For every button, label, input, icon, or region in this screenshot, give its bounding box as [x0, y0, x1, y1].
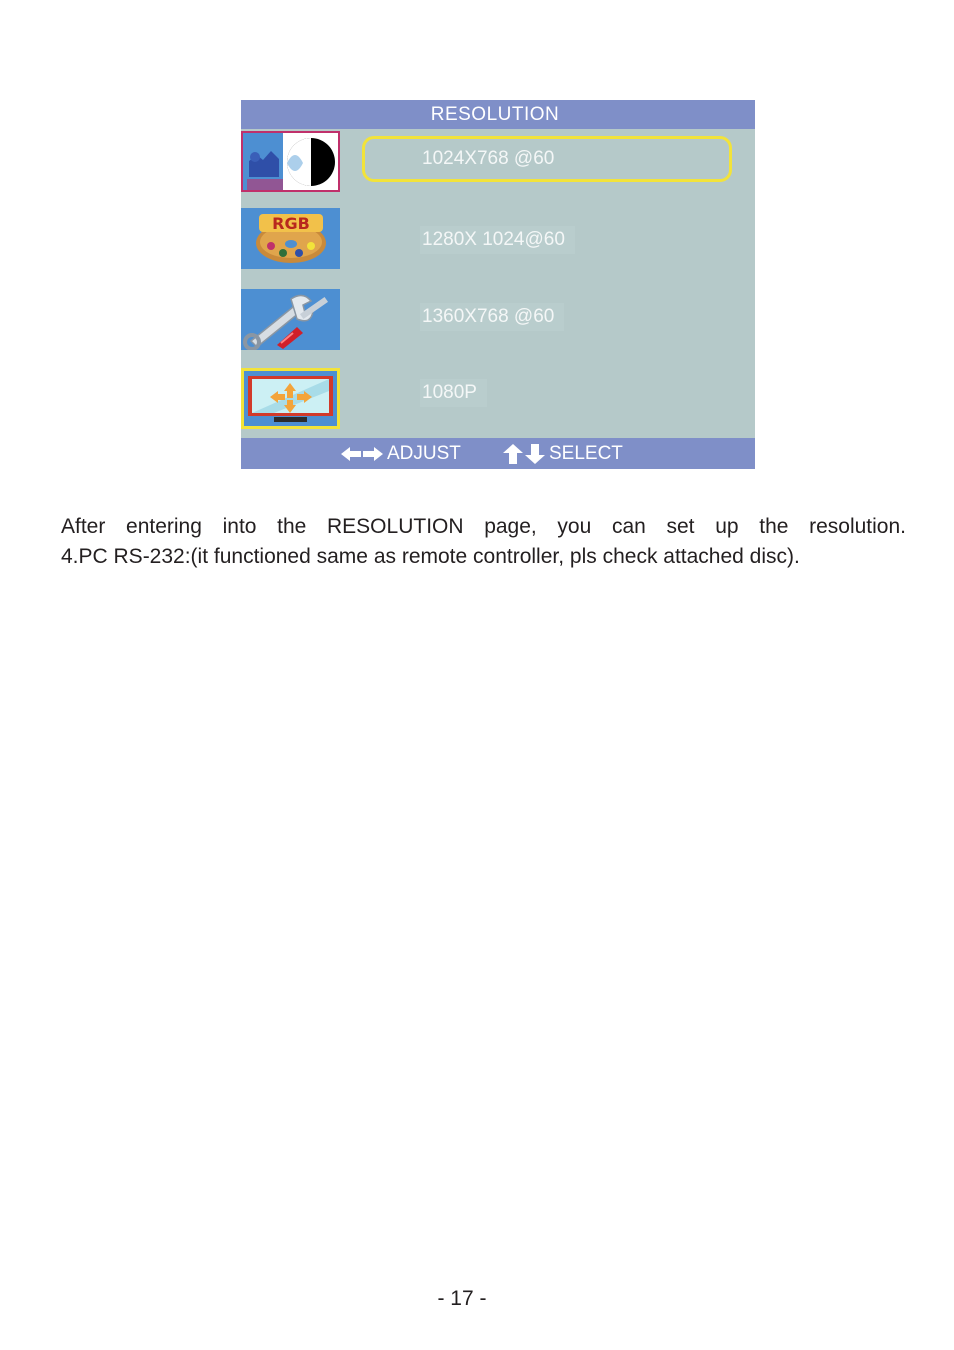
wrench-screwdriver-graphic — [241, 289, 340, 350]
option-1024x768[interactable] — [362, 136, 732, 182]
page-number: - 17 - — [437, 1287, 487, 1310]
body-text — [61, 512, 906, 572]
osd-title-bar — [241, 100, 755, 129]
osd-footer-bar — [241, 438, 755, 469]
body-line-2: 4.PC RS-232:(it functioned same as remote controller, pls check attached disc). — [61, 545, 800, 568]
picture-icon[interactable] — [241, 131, 340, 192]
osd-title: RESOLUTION — [430, 104, 560, 125]
svg-text:RGB: RGB — [272, 214, 310, 233]
left-right-arrows-icon — [341, 444, 385, 464]
body-line-1: After entering into the RESOLUTION page, you can set up the resolution. — [61, 515, 906, 538]
setup-icon[interactable] — [241, 289, 340, 350]
screen-icon[interactable] — [241, 368, 340, 429]
screen-adjust-graphic — [244, 371, 337, 426]
option-1280x1024[interactable] — [362, 217, 730, 263]
option-label: 1280X 1024@60 — [420, 226, 575, 254]
option-1080p[interactable] — [362, 370, 730, 416]
adjust-label: ADJUST — [387, 443, 461, 464]
option-label: 1360X768 @60 — [420, 303, 564, 331]
adjust-hint — [341, 438, 461, 469]
picture-icon-graphic — [243, 133, 338, 190]
option-label: 1024X768 @60 — [422, 148, 555, 169]
option-1360x768[interactable] — [362, 294, 730, 340]
resolution-osd-screenshot — [241, 100, 755, 469]
up-down-arrows-icon — [501, 443, 547, 465]
option-label: 1080P — [420, 379, 487, 407]
select-label: SELECT — [549, 443, 623, 464]
select-hint — [501, 438, 623, 469]
rgb-icon[interactable] — [241, 208, 340, 269]
rgb-palette-graphic — [241, 208, 340, 269]
